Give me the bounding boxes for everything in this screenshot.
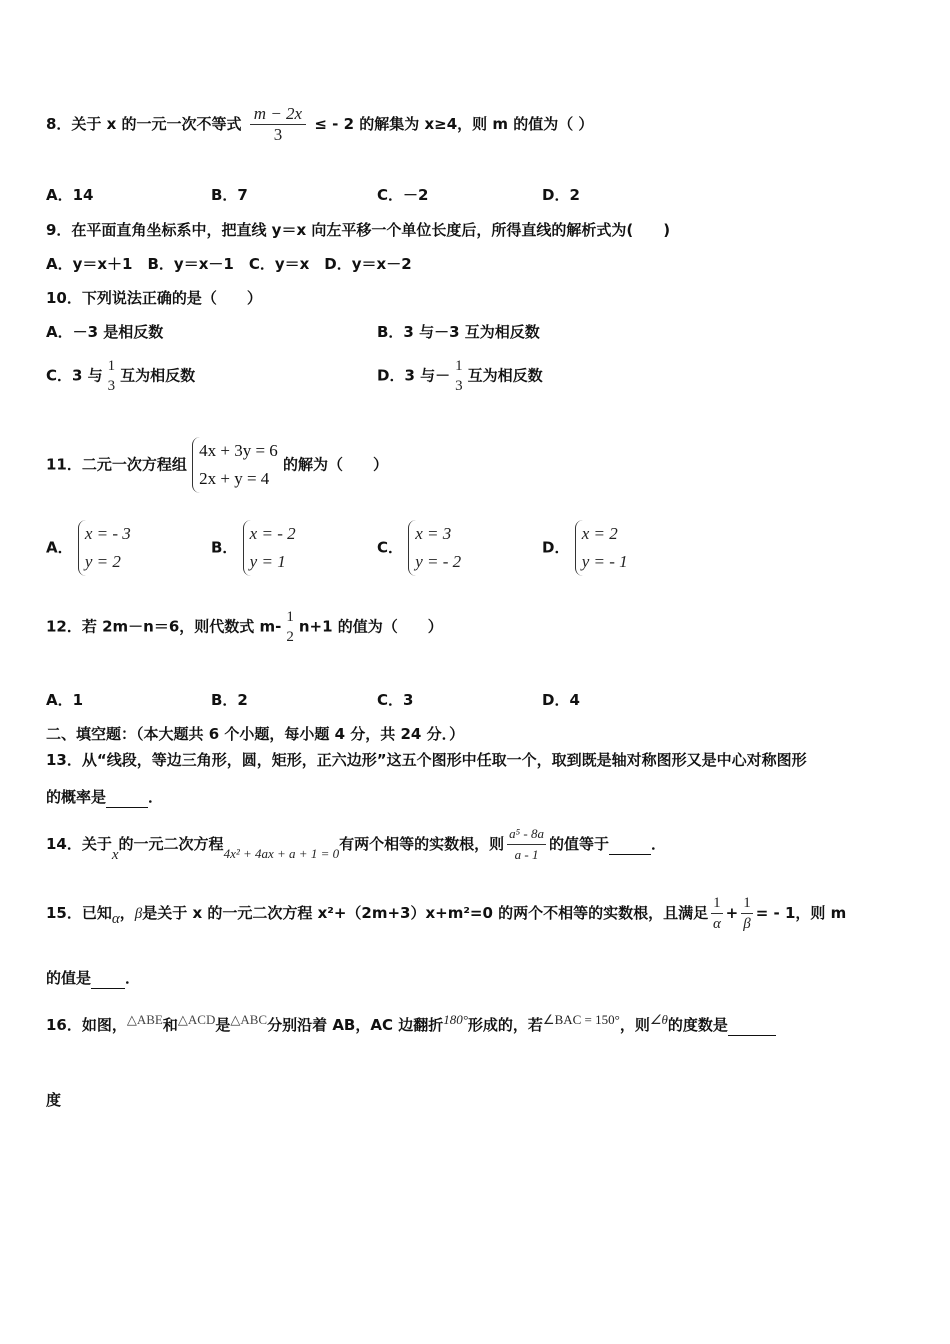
answer-blank — [106, 787, 148, 808]
answer-blank — [728, 1015, 776, 1036]
fraction-1-beta — [741, 893, 753, 934]
q8-option-c: C．－2 — [377, 186, 429, 204]
system — [78, 520, 131, 576]
math-alpha: α — [111, 911, 120, 927]
q12-option-d: D．4 — [542, 691, 580, 709]
q11-option-d — [542, 520, 628, 576]
denominator: α — [712, 916, 721, 932]
line: x = 3 — [415, 524, 452, 543]
q11-option-c — [377, 520, 461, 576]
system — [575, 520, 628, 576]
text: 有两个相等的实数根，则 — [339, 835, 505, 853]
angle-180: 180° — [443, 1012, 468, 1027]
fraction-one-third — [453, 356, 465, 396]
text: 和 — [162, 1016, 178, 1034]
q11-prefix: 11．二元一次方程组 — [46, 455, 187, 474]
question-8 — [46, 104, 593, 145]
q13-line2 — [46, 787, 163, 808]
label: C． — [377, 538, 404, 557]
label: A． — [46, 538, 73, 557]
fraction-1-alpha — [711, 893, 723, 934]
math-beta: β — [134, 906, 143, 922]
q8-option-a: A．14 — [46, 186, 94, 204]
equation-2: 2x + y = 4 — [199, 469, 270, 488]
q10-c-post: 互为相反数 — [120, 366, 196, 385]
answer-blank — [609, 834, 651, 855]
question-10: 10．下列说法正确的是（ ） — [46, 289, 262, 307]
q8-option-d: D．2 — [542, 186, 580, 204]
text: 的值等于 — [548, 835, 609, 853]
q11-option-a — [46, 520, 131, 576]
q10-d-post: 互为相反数 — [467, 366, 543, 385]
q10-option-b: B．3 与－3 互为相反数 — [377, 323, 540, 341]
plus: + — [725, 904, 739, 922]
q10-option-c — [46, 356, 195, 396]
triangle-abc: △ABC — [230, 1012, 268, 1027]
denominator: a - 1 — [514, 847, 539, 862]
numerator: 1 — [455, 358, 463, 374]
fraction-one-third — [106, 356, 118, 396]
text: 16．如图， — [46, 1016, 127, 1034]
equation: 4x² + 4ax + a + 1 = 0 — [223, 846, 340, 861]
text: ， — [119, 904, 135, 922]
denominator: 3 — [107, 378, 116, 394]
text: 的度数是 — [667, 1016, 728, 1034]
numerator: 1 — [107, 358, 116, 374]
numerator: 1 — [741, 893, 753, 914]
q9-options: A．y＝x＋1 B．y＝x－1 C．y＝x D．y＝x－2 — [46, 255, 412, 273]
question-11 — [46, 437, 388, 493]
text: 是关于 x 的一元二次方程 x²+（2m+3）x+m²=0 的两个不相等的实数根，且满足 — [142, 904, 709, 922]
denominator: 3 — [455, 378, 463, 394]
q12-option-b: B．2 — [211, 691, 248, 709]
q10-c-pre: C．3 与 — [46, 366, 103, 385]
q12-option-a: A．1 — [46, 691, 84, 709]
q10-option-d — [377, 356, 543, 396]
text: 14．关于 — [46, 835, 112, 853]
q8-fraction — [250, 104, 306, 145]
q8-suffix: ≤ - 2 的解集为 x≥4，则 m 的值为（ ） — [314, 115, 594, 133]
math-x: x — [111, 847, 119, 863]
text: 的概率是 — [46, 788, 107, 806]
angle-bac: ∠BAC = 150° — [542, 1012, 620, 1027]
q12-suffix: n+1 的值为（ ） — [298, 617, 443, 636]
q11-system — [192, 437, 278, 493]
question-16 — [46, 1012, 776, 1036]
triangle-abe: △ABE — [126, 1012, 163, 1027]
denominator: β — [743, 916, 751, 932]
text: 的一元二次方程 — [118, 835, 224, 853]
line: x = - 2 — [249, 524, 296, 543]
text: ． — [650, 835, 666, 853]
numerator: 1 — [711, 893, 723, 914]
answer-blank — [91, 968, 125, 989]
question-15 — [46, 893, 846, 934]
q16-line2: 度 — [46, 1091, 62, 1109]
question-9: 9．在平面直角坐标系中，把直线 y＝x 向左平移一个单位长度后，所得直线的解析式为( ) — [46, 221, 671, 239]
text: ，则 — [619, 1016, 650, 1034]
question-13: 13．从“线段，等边三角形，圆，矩形，正六边形”这五个图形中任取一个，取到既是轴对称图形又是中心对称图形 — [46, 751, 807, 769]
q8-numerator: m − 2x — [250, 104, 306, 125]
text: 形成的，若 — [467, 1016, 543, 1034]
angle-theta: ∠θ — [649, 1012, 668, 1027]
text: 分别沿着 AB，AC 边翻折 — [267, 1016, 444, 1034]
label: B． — [211, 538, 238, 557]
numerator: 1 — [286, 609, 294, 625]
q8-denominator: 3 — [273, 125, 283, 144]
q11-suffix: 的解为（ ） — [283, 455, 389, 474]
q15-line2 — [46, 968, 140, 989]
fraction-one-half — [284, 607, 296, 647]
text: 15．已知 — [46, 904, 112, 922]
line: x = 2 — [581, 524, 618, 543]
line: y = - 1 — [581, 552, 628, 571]
label: D． — [542, 538, 570, 557]
section-heading: 二、填空题：（本大题共 6 个小题，每小题 4 分，共 24 分．） — [46, 725, 465, 743]
text: = - 1，则 m — [755, 904, 847, 922]
question-12 — [46, 607, 443, 647]
line: y = 2 — [84, 552, 121, 571]
question-14 — [46, 824, 666, 865]
system — [243, 520, 296, 576]
text: 的值是 — [46, 969, 92, 987]
q11-option-b — [211, 520, 296, 576]
q8-prefix: 8．关于 x 的一元一次不等式 — [46, 115, 242, 133]
denominator: 2 — [286, 629, 294, 645]
q12-option-c: C．3 — [377, 691, 414, 709]
text: 是 — [215, 1016, 231, 1034]
system — [408, 520, 461, 576]
line: x = - 3 — [84, 524, 131, 543]
fraction — [507, 824, 546, 865]
q8-option-b: B．7 — [211, 186, 248, 204]
text: ． — [148, 788, 164, 806]
line: y = - 2 — [415, 552, 462, 571]
q10-option-a: A．－3 是相反数 — [46, 323, 164, 341]
q12-prefix: 12．若 2m－n＝6，则代数式 m- — [46, 617, 282, 636]
line: y = 1 — [249, 552, 286, 571]
numerator: a⁵ - 8a — [507, 824, 546, 845]
text: ． — [125, 969, 141, 987]
triangle-acd: △ACD — [177, 1012, 216, 1027]
q10-d-pre: D．3 与－ — [377, 366, 451, 385]
equation-1: 4x + 3y = 6 — [199, 441, 278, 460]
